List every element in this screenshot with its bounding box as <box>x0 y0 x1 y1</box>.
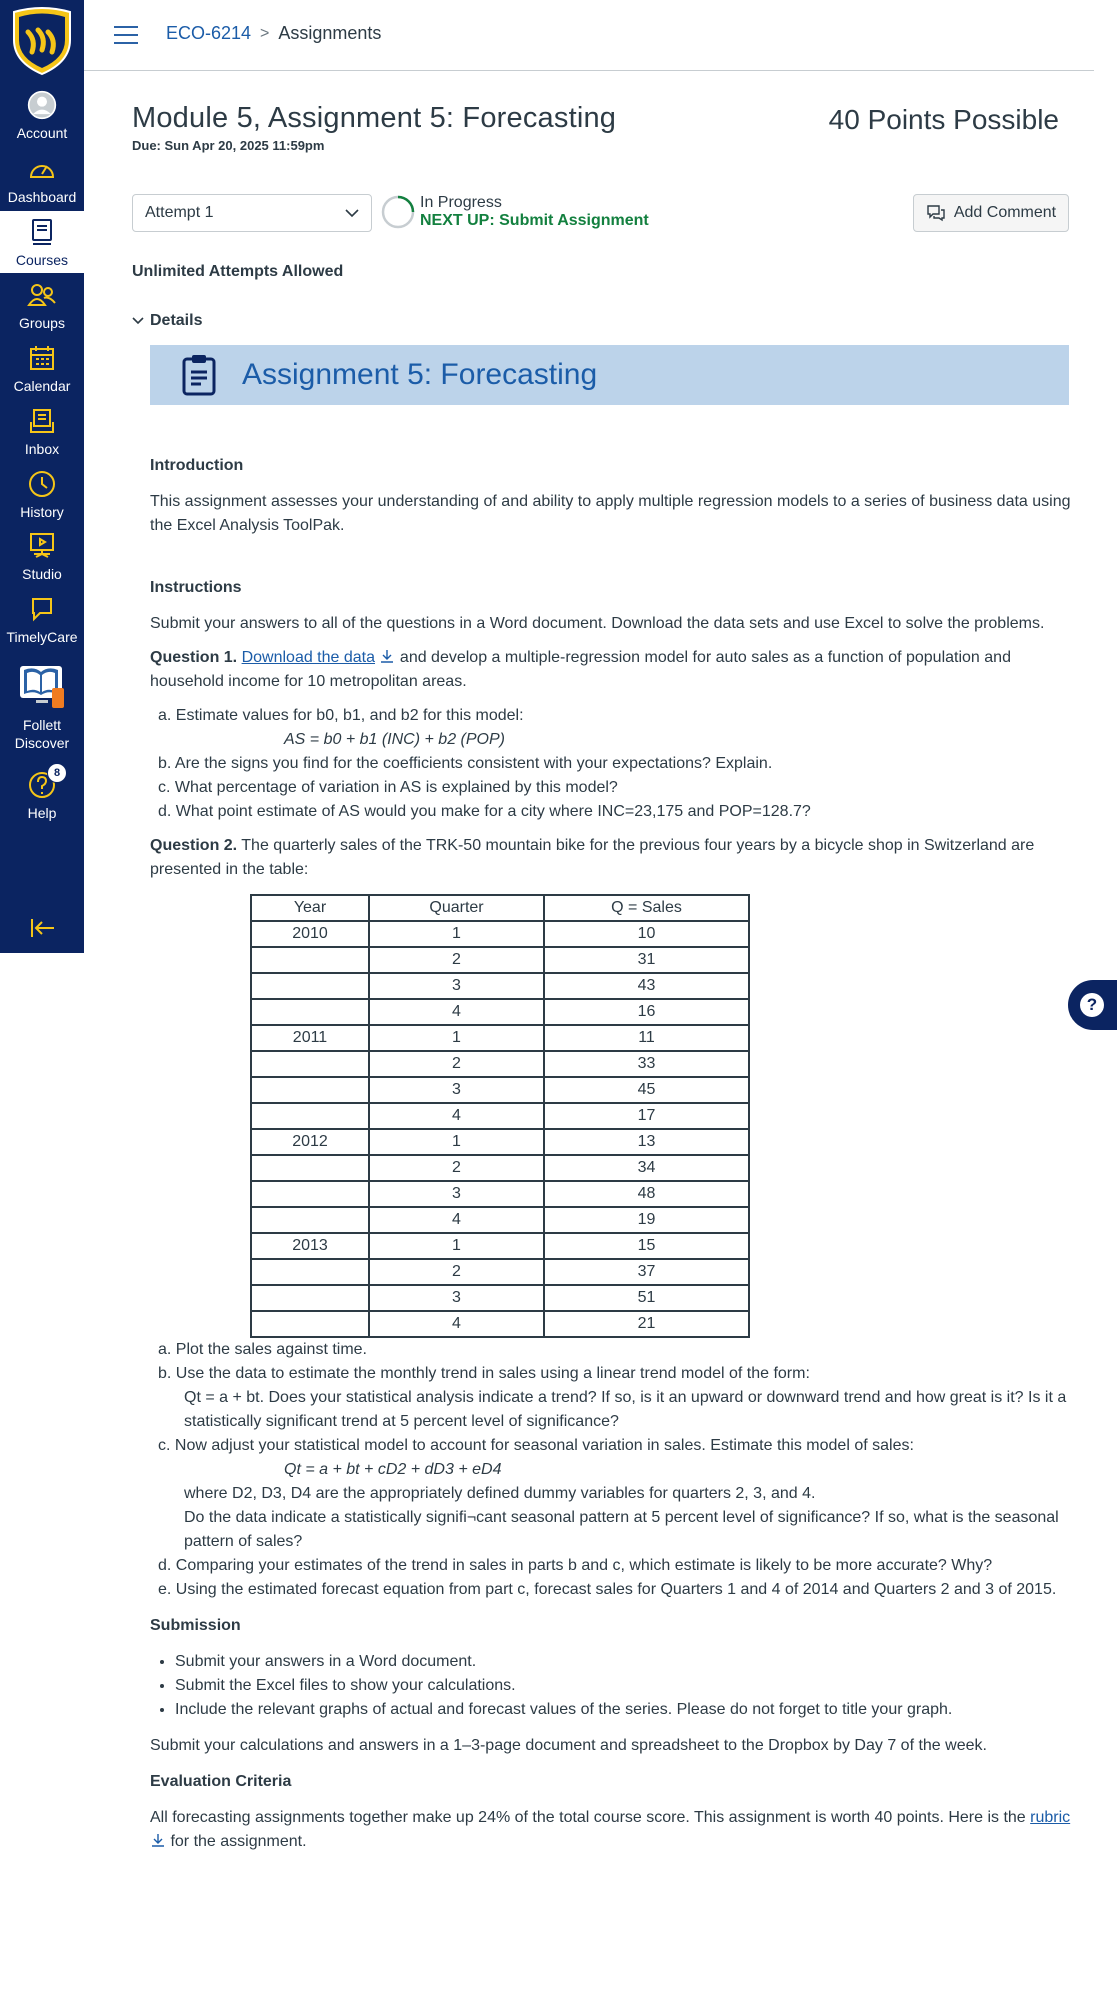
university-logo[interactable] <box>10 6 74 76</box>
breadcrumb-course[interactable]: ECO-6214 <box>166 23 252 43</box>
q1-text: and develop a multiple-regression model for auto sales as a function of population and household income for 10 metropolitan areas. <box>150 649 1011 690</box>
chevron-down-icon <box>132 317 144 325</box>
nav-label-dashboard: Dashboard <box>7 189 77 205</box>
table-row <box>251 1051 749 1077</box>
table-cell-sales: 11 <box>544 1025 749 1051</box>
nav-studio[interactable] <box>0 525 84 587</box>
question-mark-icon: ? <box>1080 993 1104 1017</box>
q2-item-a: a. Plot the sales against time. <box>158 1341 367 1358</box>
table-row <box>251 947 749 973</box>
courses-icon <box>27 217 57 247</box>
table-cell-quarter: 2 <box>369 1051 544 1077</box>
course-menu-toggle[interactable] <box>114 26 138 46</box>
q1-label: Question 1. <box>150 649 238 666</box>
evaluation-text-1: All forecasting assignments together make up 24% of the total course score. This assignment is worth 40 points. Here is the <box>150 1809 1031 1826</box>
question-2 <box>150 834 1072 882</box>
table-cell-quarter: 3 <box>369 973 544 999</box>
q2-item-e: e. Using the estimated forecast equation from part c, forecast sales for Quarters 1 and 4 of 2014 and Quarters 2 and 3 of 2015. <box>158 1581 1057 1598</box>
table-row <box>251 1311 749 1337</box>
q2-item-c-question: Do the data indicate a statistically signifi¬cant seasonal pattern at 5 percent level of significance? If so, what is the seasonal pattern of sales? <box>184 1509 1059 1550</box>
dashboard-icon <box>27 154 57 184</box>
table-cell-quarter: 1 <box>369 1129 544 1155</box>
table-cell-year <box>251 1285 369 1311</box>
question-1 <box>150 646 1072 694</box>
table-cell-year: 2013 <box>251 1233 369 1259</box>
nav-follett-discover[interactable] <box>0 660 84 756</box>
evaluation-text-2: for the assignment. <box>166 1833 307 1850</box>
due-date: Due: Sun Apr 20, 2025 11:59pm <box>132 138 325 153</box>
q2-item-c-dummies: where D2, D3, D4 are the appropriately defined dummy variables for quarters 2, 3, and 4. <box>184 1485 816 1502</box>
table-row <box>251 921 749 947</box>
clipboard-icon <box>182 354 216 396</box>
comment-icon <box>926 204 946 222</box>
table-cell-sales: 17 <box>544 1103 749 1129</box>
breadcrumb-separator: > <box>260 24 270 42</box>
table-cell-quarter: 4 <box>369 1311 544 1337</box>
attempt-select-value: Attempt 1 <box>145 204 214 221</box>
global-navigation <box>0 0 84 953</box>
help-badge: 8 <box>47 763 67 783</box>
q2-list <box>150 1338 1072 1602</box>
table-cell-year: 2011 <box>251 1025 369 1051</box>
table-row <box>251 1129 749 1155</box>
banner-title: Assignment 5: Forecasting <box>242 358 598 391</box>
table-cell-sales: 16 <box>544 999 749 1025</box>
table-row <box>251 973 749 999</box>
table-cell-year: 2010 <box>251 921 369 947</box>
account-icon <box>27 90 57 120</box>
table-row <box>251 1259 749 1285</box>
table-cell-sales: 13 <box>544 1129 749 1155</box>
sales-table-body <box>251 921 749 1337</box>
history-icon <box>27 469 57 499</box>
table-cell-quarter: 3 <box>369 1077 544 1103</box>
assignment-banner <box>150 345 1069 405</box>
nav-account[interactable] <box>0 84 84 146</box>
submission-bullet-2: • Submit the Excel files to show your calculations. <box>175 1674 1072 1698</box>
table-cell-sales: 31 <box>544 947 749 973</box>
nav-label-history: History <box>20 504 64 520</box>
table-row <box>251 999 749 1025</box>
table-cell-year <box>251 999 369 1025</box>
chevron-down-icon <box>345 208 359 218</box>
download-icon <box>150 1832 166 1848</box>
download-data-link[interactable]: Download the data <box>241 649 376 666</box>
table-cell-year <box>251 1077 369 1103</box>
table-cell-year <box>251 1155 369 1181</box>
nav-label-studio: Studio <box>22 566 62 582</box>
details-toggle[interactable] <box>132 312 202 330</box>
nav-calendar[interactable] <box>0 337 84 399</box>
table-row <box>251 1285 749 1311</box>
submission-list <box>150 1650 1072 1722</box>
table-cell-sales: 34 <box>544 1155 749 1181</box>
calendar-icon <box>27 343 57 373</box>
table-cell-sales: 48 <box>544 1181 749 1207</box>
table-cell-sales: 43 <box>544 973 749 999</box>
table-header-year: Year <box>251 895 369 921</box>
table-cell-quarter: 4 <box>369 999 544 1025</box>
q1-formula: AS = b0 + b1 (INC) + b2 (POP) <box>284 731 505 748</box>
table-cell-quarter: 4 <box>369 1103 544 1129</box>
download-icon <box>379 648 395 664</box>
progress-ring-icon <box>380 194 416 230</box>
nav-dashboard[interactable] <box>0 148 84 210</box>
q1-list <box>150 704 1072 824</box>
breadcrumb <box>166 23 381 44</box>
attempt-select[interactable] <box>132 194 372 232</box>
nav-label-courses: Courses <box>15 252 69 268</box>
q1-item-c: c. What percentage of variation in AS is explained by this model? <box>158 779 618 796</box>
q2-label: Question 2. <box>150 837 238 854</box>
nav-history[interactable] <box>0 463 84 525</box>
nav-label-inbox: Inbox <box>24 441 60 457</box>
studio-icon <box>27 531 57 561</box>
nav-label-follett: Follett Discover <box>14 717 70 751</box>
table-row <box>251 1155 749 1181</box>
submission-bullet-3: • Include the relevant graphs of actual and forecast values of the series. Please do not forget to title your graph. <box>175 1698 1072 1722</box>
evaluation-heading: Evaluation Criteria <box>150 1773 292 1790</box>
table-cell-quarter: 1 <box>369 1025 544 1051</box>
submission-status: In Progress <box>420 194 502 211</box>
submission-heading: Submission <box>150 1617 241 1634</box>
table-cell-year <box>251 973 369 999</box>
table-cell-year: 2012 <box>251 1129 369 1155</box>
table-cell-quarter: 4 <box>369 1207 544 1233</box>
q1-item-a: a. Estimate values for b0, b1, and b2 for this model: <box>158 707 524 724</box>
table-row <box>251 1233 749 1259</box>
table-header-sales: Q = Sales <box>544 895 749 921</box>
table-cell-quarter: 3 <box>369 1285 544 1311</box>
nav-label-timelycare: TimelyCare <box>6 629 78 645</box>
next-up-text: NEXT UP: Submit Assignment <box>420 212 649 229</box>
table-row <box>251 1077 749 1103</box>
q2-item-c: c. Now adjust your statistical model to account for seasonal variation in sales. Estimate this model of sales: <box>158 1437 914 1454</box>
nav-help[interactable] <box>0 764 84 826</box>
table-row <box>251 1103 749 1129</box>
instructions-heading: Instructions <box>150 579 242 596</box>
add-comment-button[interactable] <box>913 194 1069 232</box>
q2-formula: Qt = a + bt + cD2 + dD3 + eD4 <box>284 1461 502 1478</box>
breadcrumb-assignments[interactable]: Assignments <box>278 23 382 43</box>
table-cell-sales: 21 <box>544 1311 749 1337</box>
timelycare-icon <box>27 594 57 624</box>
page-header <box>84 0 1094 71</box>
table-cell-sales: 19 <box>544 1207 749 1233</box>
points-possible: 40 Points Possible <box>828 104 1059 135</box>
details-label: Details <box>150 312 203 329</box>
rubric-link[interactable]: rubric <box>1030 1809 1071 1826</box>
nav-label-calendar: Calendar <box>13 378 71 394</box>
q1-item-b: b. Are the signs you find for the coefficients consistent with your expectations? Explain. <box>158 755 773 772</box>
help-floating-button[interactable] <box>1068 980 1117 1030</box>
q2-item-b: b. Use the data to estimate the monthly trend in sales using a linear trend model of the form: <box>158 1365 810 1382</box>
nav-groups[interactable] <box>0 274 84 336</box>
table-cell-year <box>251 1181 369 1207</box>
table-cell-quarter: 2 <box>369 1259 544 1285</box>
table-cell-quarter: 1 <box>369 1233 544 1259</box>
page-title: Module 5, Assignment 5: Forecasting <box>132 102 617 134</box>
table-header-quarter: Quarter <box>369 895 544 921</box>
table-cell-year <box>251 1051 369 1077</box>
table-cell-sales: 10 <box>544 921 749 947</box>
table-cell-quarter: 3 <box>369 1181 544 1207</box>
table-row <box>251 1207 749 1233</box>
table-cell-sales: 33 <box>544 1051 749 1077</box>
intro-heading: Introduction <box>150 457 244 474</box>
q1-item-d: d. What point estimate of AS would you make for a city where INC=23,175 and POP=128.7? <box>158 803 811 820</box>
table-cell-sales: 15 <box>544 1233 749 1259</box>
table-cell-quarter: 2 <box>369 947 544 973</box>
table-cell-year <box>251 1311 369 1337</box>
add-comment-label: Add Comment <box>953 204 1057 221</box>
attempts-allowed: Unlimited Attempts Allowed <box>132 263 344 280</box>
submission-text: Submit your calculations and answers in a 1–3-page document and spreadsheet to the Dropbox by Day 7 of the week. <box>150 1737 987 1754</box>
table-cell-quarter: 1 <box>369 921 544 947</box>
q2-item-b-detail: Qt = a + bt. Does your statistical analysis indicate a trend? If so, is it an upward or downward trend and how great is it? Is it a statistically significant trend at 5 percent level of significance? <box>184 1389 1067 1430</box>
nav-inbox[interactable] <box>0 400 84 462</box>
evaluation-text <box>150 1806 1072 1854</box>
instructions-text: Submit your answers to all of the questions in a Word document. Download the data sets and use Excel to solve the problems. <box>150 615 1045 632</box>
nav-courses[interactable] <box>0 211 84 273</box>
groups-icon <box>27 280 57 310</box>
inbox-icon <box>27 406 57 436</box>
table-cell-year <box>251 1207 369 1233</box>
intro-text: This assignment assesses your understanding of and ability to apply multiple regression models to a series of business data using the Excel Analysis ToolPak. <box>150 493 1071 534</box>
q2-text: The quarterly sales of the TRK-50 mountain bike for the previous four years by a bicycle shop in Switzerland are presented in the table: <box>150 837 1035 878</box>
nav-label-groups: Groups <box>19 315 65 331</box>
follett-icon <box>16 660 68 712</box>
table-cell-sales: 37 <box>544 1259 749 1285</box>
table-row <box>251 1181 749 1207</box>
nav-label-account: Account <box>16 125 68 141</box>
table-cell-quarter: 2 <box>369 1155 544 1181</box>
nav-timelycare[interactable] <box>0 588 84 650</box>
table-cell-year <box>251 1103 369 1129</box>
collapse-nav-button[interactable] <box>28 915 58 941</box>
sales-table <box>250 894 750 1338</box>
q2-item-d: d. Comparing your estimates of the trend in sales in parts b and c, which estimate is likely to be more accurate? Why? <box>158 1557 993 1574</box>
assignment-description <box>150 440 1072 1854</box>
table-cell-year <box>251 947 369 973</box>
table-cell-sales: 45 <box>544 1077 749 1103</box>
table-row <box>251 1025 749 1051</box>
table-cell-year <box>251 1259 369 1285</box>
nav-label-help: Help <box>27 805 57 821</box>
table-header-row <box>251 895 749 921</box>
submission-bullet-1: • Submit your answers in a Word document. <box>175 1650 1072 1674</box>
hamburger-icon <box>114 26 138 28</box>
collapse-arrow-icon <box>28 915 58 941</box>
table-cell-sales: 51 <box>544 1285 749 1311</box>
